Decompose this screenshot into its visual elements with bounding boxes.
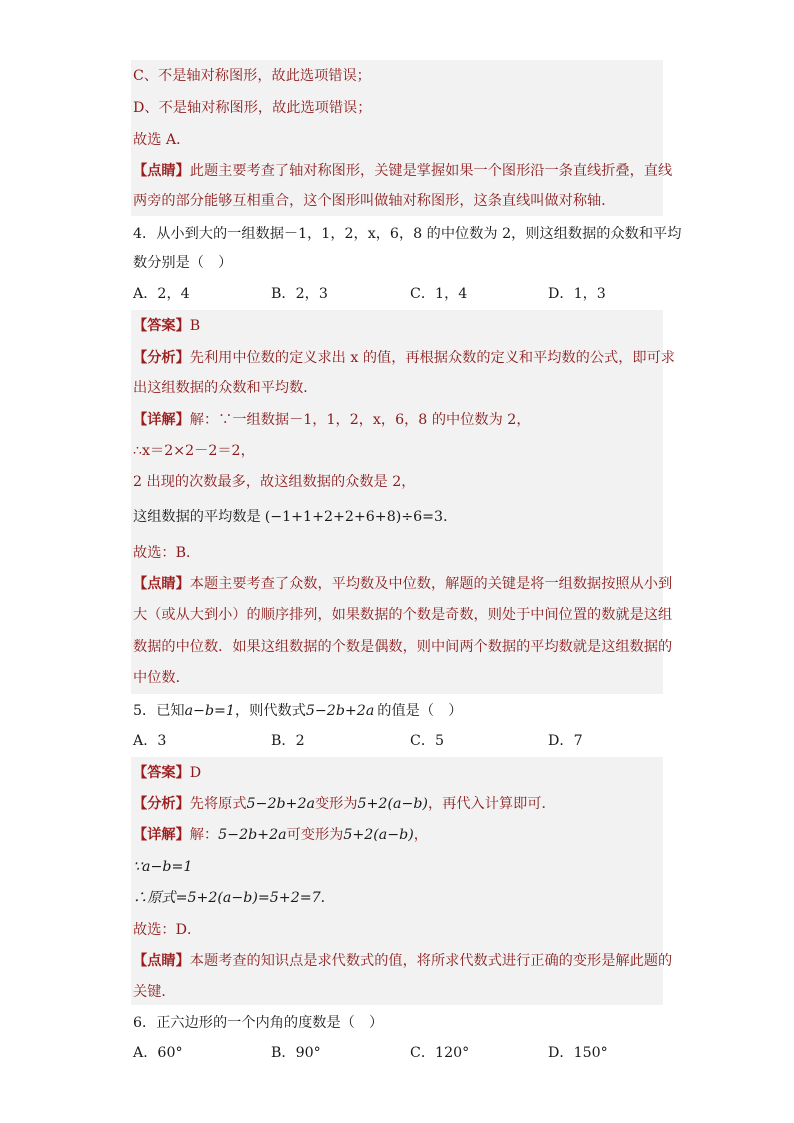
analysis-text: 先利用中位数的定义求出 x 的值，再根据众数的定义和平均数的公式，即可求: [189, 350, 675, 366]
solution-line: D、不是轴对称图形，故此选项错误；: [133, 100, 372, 116]
math-expression: 5−2b+2a: [246, 796, 315, 812]
answer-value: D: [189, 765, 202, 781]
question-4-text-cont: 数分别是（ ）: [133, 255, 233, 271]
solution-block-q3: [131, 60, 673, 216]
answer-tag: 【答案】: [133, 765, 190, 781]
solution-block-q5: [131, 757, 673, 1005]
analysis-line: 出这组数据的众数和平均数．: [133, 380, 318, 396]
answer-tag: 【答案】: [133, 318, 190, 334]
detail-line: [133, 825, 428, 845]
option-c: C．1，4: [410, 286, 468, 302]
comment-line: 关键．: [133, 984, 176, 1000]
comment-tag: 【点睛】: [133, 576, 190, 592]
option-d: D．7: [548, 733, 583, 749]
detail-tag: 【详解】: [133, 827, 190, 843]
analysis-line: [133, 348, 675, 368]
comment-line: 数据的中位数．如果这组数据的个数是偶数，则中间两个数据的平均数就是这组数据的: [133, 639, 673, 655]
detail-line: ∴x＝2×2－2＝2，: [133, 443, 255, 459]
solution-line: 故选 A．: [133, 132, 191, 148]
question-text: ，则代数式: [234, 703, 306, 719]
question-6-text: 6．正六边形的一个内角的度数是（ ）: [133, 1015, 384, 1031]
answer-line: [133, 316, 200, 336]
analysis-text: 先将原式: [189, 796, 247, 812]
answer-line: [133, 763, 201, 783]
detail-text: ．: [320, 890, 335, 906]
detail-line: ∵a−b=1: [133, 859, 193, 875]
math-expression: a−b=1: [184, 703, 235, 719]
answer-value: B: [189, 318, 201, 334]
question-text: 5．已知: [133, 703, 185, 719]
analysis-tag: 【分析】: [133, 350, 190, 366]
math-expression: (−1+1+2+2+6+8)÷6=3: [264, 509, 444, 525]
comment-text: 本题主要考查了众数，平均数及中位数，解题的关键是将一组数据按照从小到: [189, 576, 673, 592]
detail-tag: 【详解】: [133, 412, 190, 428]
detail-text: 可变形为: [286, 827, 344, 843]
option-b: B．2: [271, 733, 305, 749]
analysis-text: 变形为: [314, 796, 358, 812]
solution-block-q4: [131, 310, 675, 694]
solution-line: C、不是轴对称图形，故此选项错误；: [133, 68, 371, 84]
detail-line: [133, 507, 457, 527]
comment-tag: 【点睛】: [133, 163, 190, 179]
detail-line: [133, 888, 335, 908]
comment-line: [133, 161, 672, 181]
option-b: B．2，3: [271, 286, 328, 302]
comment-line: 大（或从大到小）的顺序排列，如果数据的个数是奇数，则处于中间位置的数就是这组: [133, 607, 673, 623]
option-c: C．5: [410, 733, 445, 749]
detail-text: 解：: [189, 827, 219, 843]
option-c: C．120°: [410, 1045, 470, 1061]
math-expression: 5+2(a−b): [343, 827, 414, 843]
choose-line: 故选：D．: [133, 922, 202, 938]
comment-line: 中位数．: [133, 670, 190, 686]
detail-line: [133, 410, 531, 430]
option-d: D．150°: [548, 1045, 608, 1061]
option-a: A．3: [133, 733, 167, 749]
detail-text: ，: [413, 827, 428, 843]
detail-text: 这组数据的平均数是: [133, 509, 261, 525]
question-4-text: 4．从小到大的一组数据－1，1，2，x，6，8 的中位数为 2，则这组数据的众数和平均: [133, 226, 682, 242]
question-5-text: [133, 701, 462, 721]
comment-line: [133, 951, 672, 971]
detail-line: 2 出现的次数最多，故这组数据的众数是 2，: [133, 474, 416, 490]
option-a: A．60°: [133, 1045, 183, 1061]
analysis-text: ，再代入计算即可．: [427, 796, 556, 812]
question-text: 的值是（ ）: [377, 703, 463, 719]
math-expression: 5+2(a−b): [357, 796, 428, 812]
comment-tag: 【点睛】: [133, 953, 190, 969]
analysis-tag: 【分析】: [133, 796, 190, 812]
math-expression: 5−2b+2a: [305, 703, 375, 719]
math-expression: 5−2b+2a: [218, 827, 287, 843]
comment-line: 两旁的部分能够互相重合，这个图形叫做轴对称图形，这条直线叫做对称轴．: [133, 193, 616, 209]
detail-text: 解：∵一组数据－1，1，2，x，6，8 的中位数为 2，: [189, 412, 531, 428]
choose-line: 故选：B．: [133, 545, 201, 561]
comment-line: [133, 574, 672, 594]
option-d: D．1，3: [548, 286, 606, 302]
comment-text: 此题主要考查了轴对称图形，关键是掌握如果一个图形沿一条直线折叠，直线: [189, 163, 673, 179]
option-b: B．90°: [271, 1045, 321, 1061]
math-expression: ∴原式=5+2(a−b)=5+2=7: [133, 890, 321, 906]
detail-text: ．: [443, 509, 458, 525]
comment-text: 本题考查的知识点是求代数式的值，将所求代数式进行正确的变形是解此题的: [189, 953, 673, 969]
analysis-line: [133, 794, 556, 814]
option-a: A．2，4: [133, 286, 190, 302]
